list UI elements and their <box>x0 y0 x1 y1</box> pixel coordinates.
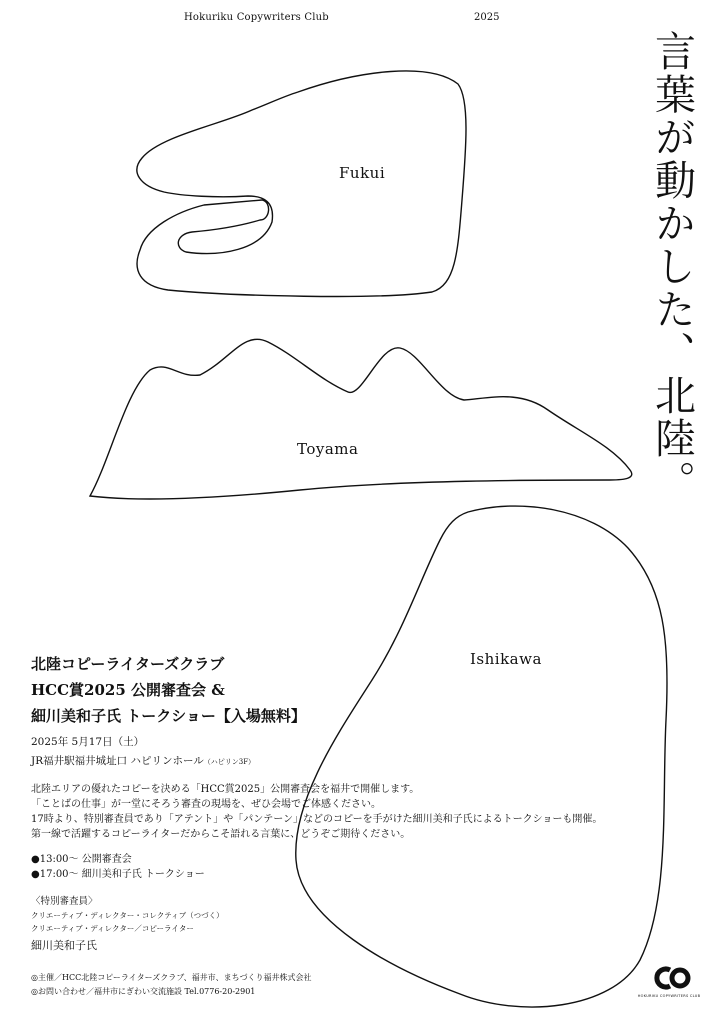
footer-organizer: ◎主催／HCC北陸コピーライターズクラブ、福井市、まちづくり福井株式会社 <box>31 973 312 982</box>
event-venue <box>31 753 255 768</box>
event-title <box>31 651 306 729</box>
description-line: 17時より、特別審査員であり「アテント」や「パンテーン」などのコピーを手がけた細川美和子氏によるトークショーも開催。 <box>31 814 603 825</box>
map-label-fukui: Fukui <box>339 164 386 182</box>
header-org-name: Hokuriku Copywriters Club <box>184 12 329 23</box>
map-label-toyama: Toyama <box>297 440 359 458</box>
judge-name: 細川美和子氏 <box>31 939 97 952</box>
description-line: 「ことばの仕事」が一堂にそろう審査の現場を、ぜひ会場でご体感ください。 <box>31 799 381 810</box>
event-date: 2025年 5月17日（土） <box>31 736 145 748</box>
ishikawa-shape <box>296 506 667 1007</box>
judge-role-line-1: クリエーティブ・ディレクター・コレクティブ（つづく） <box>31 911 224 920</box>
schedule-item: ●13:00～ 公開審査会 <box>31 854 132 865</box>
map-label-ishikawa: Ishikawa <box>470 650 542 668</box>
schedule-item: ●17:00～ 細川美和子氏 トークショー <box>31 869 205 880</box>
hcc-logo-icon <box>652 964 692 992</box>
event-title-line-1: 北陸コピーライターズクラブ <box>31 655 225 673</box>
event-title-line-3: 細川美和子氏 トークショー【入場無料】 <box>31 707 306 725</box>
judge-role-line-2: クリエーティブ・ディレクター／コピーライター <box>31 924 194 933</box>
description-line: 第一線で活躍するコピーライターだからこそ語れる言葉に、どうぞご期待ください。 <box>31 829 411 840</box>
footer-contact: ◎お問い合わせ／福井市にぎわい交流施設 Tel.0776-20-2901 <box>31 987 256 996</box>
description-line: 北陸エリアの優れたコピーを決める「HCC賞2025」公開審査会を福井で開催します。 <box>31 784 420 795</box>
event-venue-note: （ハピリン3F） <box>203 758 256 766</box>
schedule-list <box>31 852 205 882</box>
toyama-shape <box>90 339 632 499</box>
header-year: 2025 <box>474 12 500 23</box>
event-title-line-2: HCC賞2025 公開審査会 & <box>31 681 225 699</box>
event-venue-name: JR福井駅福井城址口 ハピリンホール <box>31 755 204 767</box>
event-description <box>31 782 602 842</box>
logo-caption: HOKURIKU COPYWRITERS CLUB <box>637 994 701 998</box>
judges-heading: 〈特別審査員〉 <box>31 896 98 907</box>
tagline: 言葉が動かした、北陸。 <box>648 30 696 503</box>
fukui-shape <box>137 71 466 297</box>
